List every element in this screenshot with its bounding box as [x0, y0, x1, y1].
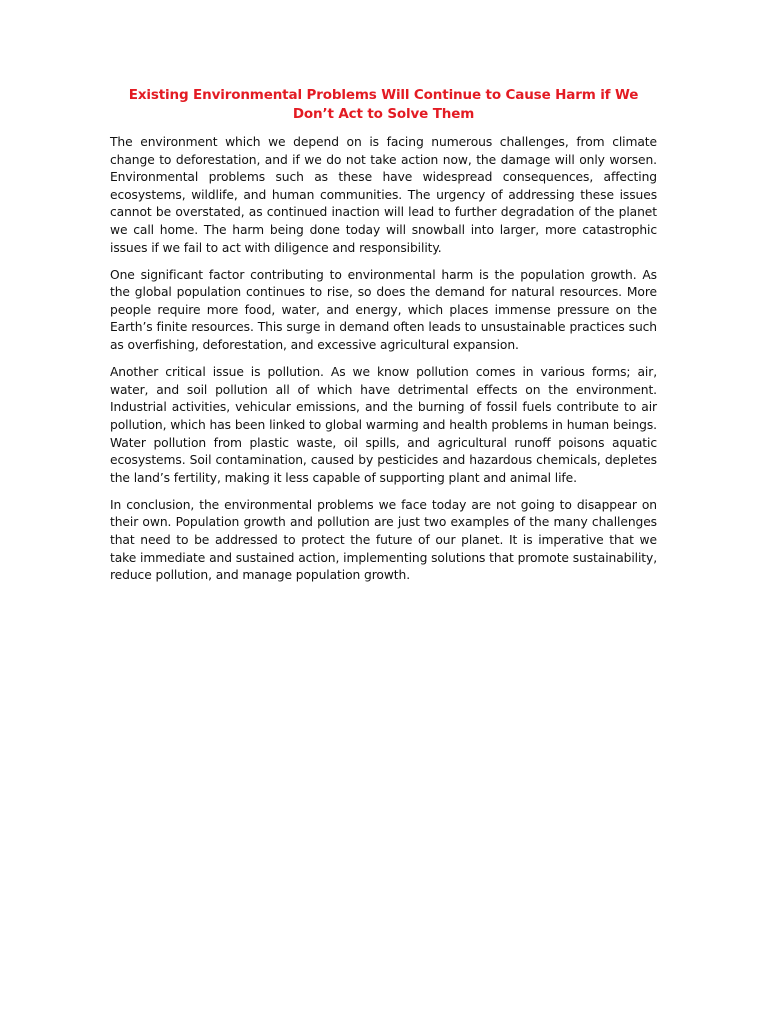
paragraph-intro: The environment which we depend on is facing numerous challenges, from climate change to deforestation, and if we do not take action now, the damage will only worsen. Environmental problems such as these have widespread consequences, affecting ecosystems, wildlife, and human communities. The urgency of addressing these issues cannot be overstated, as continued inaction will lead to further degradation of the planet we call home. The harm being done today will snowball into larger, more catastrophic issues if we fail to act with diligence and responsibility. — [110, 135, 657, 255]
document-title: Existing Environmental Problems Will Continue to Cause Harm if We Don’t Act to Solve Them — [128, 87, 639, 122]
paragraph-pollution: Another critical issue is pollution. As we know pollution comes in various forms; air, water, and soil pollution all of which have detrimental effects on the environment. Industrial activities, vehicular emissions, and the burning of fossil fuels contribute to air pollution, which has been linked to global warming and health problems in human beings. Water pollution from plastic waste, oil spills, and agricultural runoff poisons aquatic ecosystems. Soil contamination, caused by pesticides and hazardous chemicals, depletes the land’s fertility, making it less capable of supporting plant and animal life. — [110, 365, 657, 485]
paragraph-population: One significant factor contributing to environmental harm is the population growth. As the global population continues to rise, so does the demand for natural resources. More people require more food, water, and energy, which places immense pressure on the Earth’s finite resources. This surge in demand often leads to unsustainable practices such as overfishing, deforestation, and excessive agricultural expansion. — [110, 267, 657, 353]
paragraph-conclusion: In conclusion, the environmental problems we face today are not going to disappear on their own. Population growth and pollution are just two examples of the many challenges that need to be addressed to protect the future of our planet. It is imperative that we take immediate and sustained action, implementing solutions that promote sustainability, reduce pollution, and manage population growth. — [110, 497, 657, 583]
document-page — [110, 86, 657, 594]
